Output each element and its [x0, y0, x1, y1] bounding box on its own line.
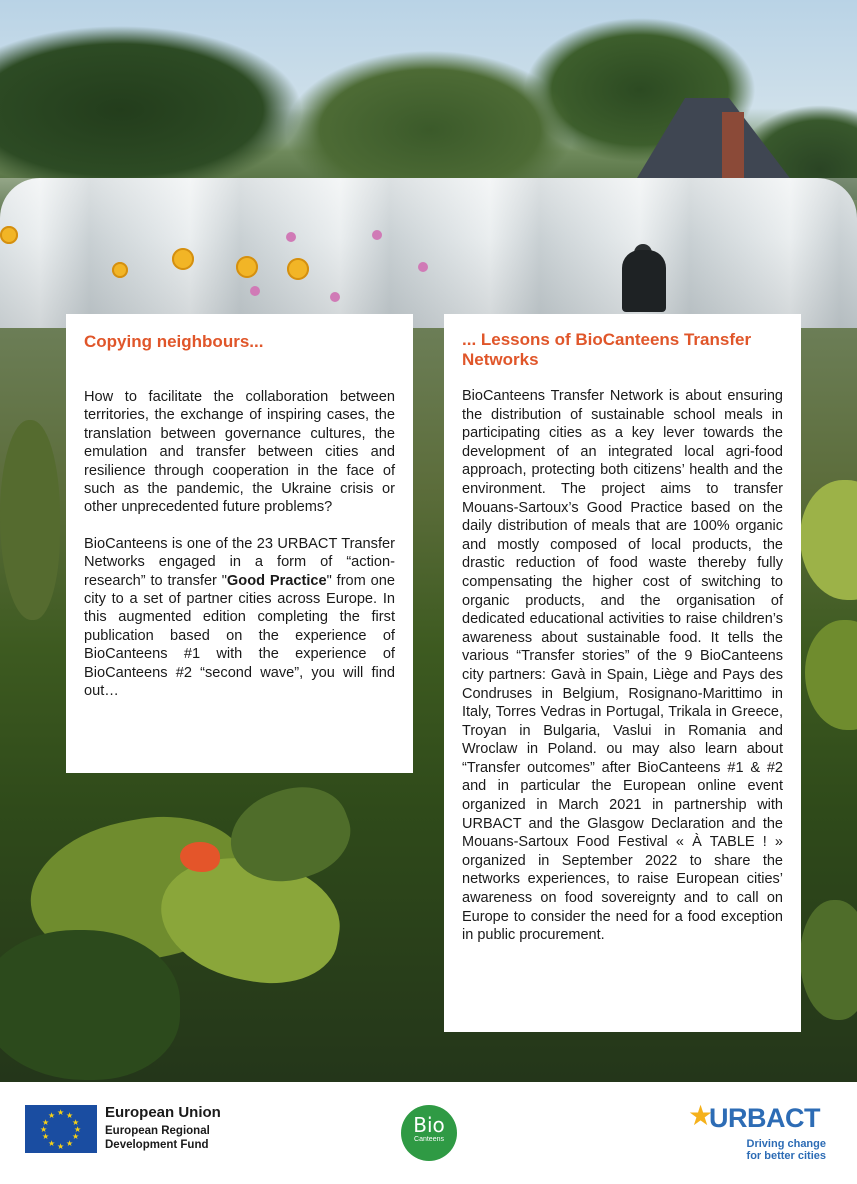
chimney — [722, 112, 744, 186]
urbact-tagline: Driving change for better cities — [746, 1138, 826, 1162]
squash-flower — [180, 842, 220, 872]
squash-leaf — [805, 620, 857, 730]
foliage — [0, 420, 60, 620]
pink-flower — [330, 292, 340, 302]
sunflower — [172, 248, 194, 270]
good-practice-term: Good Practice — [226, 572, 327, 589]
urbact-star-icon: ★ — [688, 1100, 714, 1131]
intro-heading: Copying neighbours... — [84, 332, 264, 351]
squash-leaf — [800, 480, 857, 600]
squash-leaf — [800, 900, 857, 1020]
sunflower — [236, 256, 258, 278]
photographer — [622, 250, 666, 312]
sunflower — [112, 262, 128, 278]
sunflower — [0, 226, 18, 244]
bio-logo-subword: Canteens — [414, 1136, 444, 1143]
pink-flower — [372, 230, 382, 240]
lessons-card — [444, 314, 801, 1032]
biocanteens-paragraph — [84, 535, 395, 701]
biocanteens-logo — [401, 1105, 457, 1161]
pink-flower — [286, 232, 296, 242]
eu-flag-icon: ★ ★ ★ ★ ★ ★ ★ ★ ★ ★ ★ ★ — [25, 1105, 97, 1153]
pink-flower — [418, 262, 428, 272]
biocanteens-paragraph-text: BioCanteens is one of the 23 URBACT Transfer Networks engaged in a form of “action-research” to transfer " — [84, 535, 395, 589]
eu-title: European Union — [105, 1104, 221, 1121]
intro-card — [66, 314, 413, 773]
pink-flower — [250, 286, 260, 296]
bio-logo-word: Bio — [413, 1113, 445, 1137]
squash-leaf — [0, 930, 180, 1080]
polytunnel-shading — [0, 178, 857, 328]
lessons-paragraph: BioCanteens Transfer Network is about ensuring the distribution of sustainable school meals in participating cities as a key lever towards the development of an integrated local agri-food approach, protecting both citizens’ health and the environment. The project aims to transfer Mouans-Sartoux’s Good Practice based on the daily distribution of meals that are 100% organic and mostly composed of local products, the drastic reduction of food waste thereby fully compensating the higher cost of switching to organic products, and the organisation of dedicated educational activities to raise children’s awareness about sustainable food. It tells the various “Transfer stories” of the 9 BioCanteens city partners: Gavà in Spain, Liège and Pays des Condruses in Belgium, Rosignano-Marittimo in Italy, Torres Vedras in Portugal, Trikala in Greece, Troyan in Bulgaria, Vaslui in Romania and Wroclaw in Poland. ou may also learn about “Transfer outcomes” after BioCanteens #1 & #2 and in particular the European online event organized in March 2021 in partnership with URBACT and the Glasgow Declaration and the Mouans-Sartoux Food Festival « À TABLE ! » organized in September 2022 to share the networks experiences, to raise European cities’ awareness on food sovereignty and to call on Europe to consider the need for a food exception in public procurement. — [462, 388, 783, 944]
eu-fund-name: European Regional Development Fund — [105, 1125, 210, 1151]
intro-paragraph: How to facilitate the collaboration between territories, the exchange of inspiring cases, the translation between governance cultures, the emulation and transfer between cities and resilience through cooperation in the face of such as the pandemic, the Ukraine crisis or other unprecedented future problems? — [84, 389, 395, 516]
biocanteens-paragraph-text-end: " from one city to a set of partner cities across Europe. In this augmented edition completing the first publication based on the experience of BioCanteens #1 with the experience of BioCanteens #2 “second wave”, you will find out… — [84, 572, 395, 700]
urbact-logo-word: URBACT — [709, 1103, 820, 1133]
sunflower — [287, 258, 309, 280]
lessons-heading: ... Lessons of BioCanteens Transfer Networks — [462, 330, 752, 369]
